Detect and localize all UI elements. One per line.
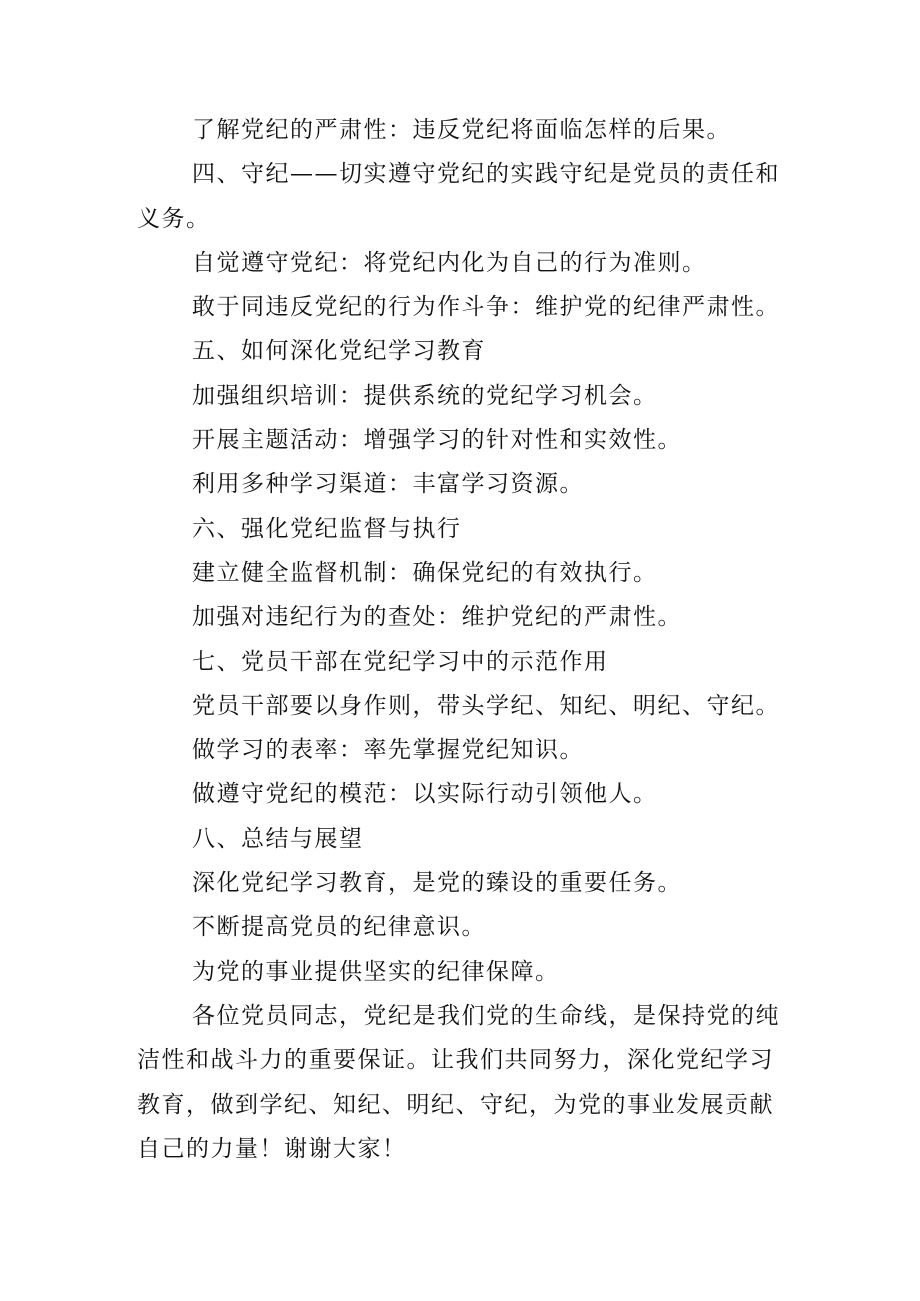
paragraph: 加强对违纪行为的查处：维护党纪的严肃性。 <box>192 604 682 631</box>
section-heading-8: 八、总结与展望 <box>192 825 364 852</box>
paragraph: 了解党纪的严肃性：违反党纪将面临怎样的后果。 <box>192 117 731 143</box>
section-heading-5: 五、如何深化党纪学习教育 <box>192 338 486 365</box>
section-heading-4: 四、守纪——切实遵守党纪的实践守纪是党员的责任和义务。 <box>137 161 780 232</box>
paragraph: 建立健全监督机制：确保党纪的有效执行。 <box>192 559 658 586</box>
paragraph: 不断提高党员的纪律意识。 <box>192 914 486 941</box>
section-heading-7: 七、党员干部在党纪学习中的示范作用 <box>192 648 609 675</box>
paragraph: 加强组织培训：提供系统的党纪学习机会。 <box>192 382 658 409</box>
paragraph: 敢于同违反党纪的行为作斗争：维护党的纪律严肃性。 <box>192 294 780 321</box>
paragraph: 做遵守党纪的模范：以实际行动引领他人。 <box>192 781 658 808</box>
document-body <box>137 108 787 1171</box>
closing-paragraph: 各位党员同志，党纪是我们党的生命线，是保持党的纯洁性和战斗力的重要保证。让我们共同努力，深化党纪学习教育，做到学纪、知纪、明纪、守纪，为党的事业发展贡献自己的力量！谢谢大家！ <box>137 1002 780 1162</box>
paragraph: 党员干部要以身作则，带头学纪、知纪、明纪、守纪。 <box>192 692 780 719</box>
paragraph: 做学习的表率：率先掌握党纪知识。 <box>192 737 584 764</box>
paragraph: 开展主题活动：增强学习的针对性和实效性。 <box>192 427 682 454</box>
paragraph: 为党的事业提供坚实的纪律保障。 <box>192 958 560 985</box>
section-heading-6: 六、强化党纪监督与执行 <box>192 515 462 542</box>
paragraph: 自觉遵守党纪：将党纪内化为自己的行为准则。 <box>192 249 707 276</box>
paragraph: 利用多种学习渠道：丰富学习资源。 <box>192 471 584 498</box>
paragraph: 深化党纪学习教育，是党的臻设的重要任务。 <box>192 870 682 897</box>
